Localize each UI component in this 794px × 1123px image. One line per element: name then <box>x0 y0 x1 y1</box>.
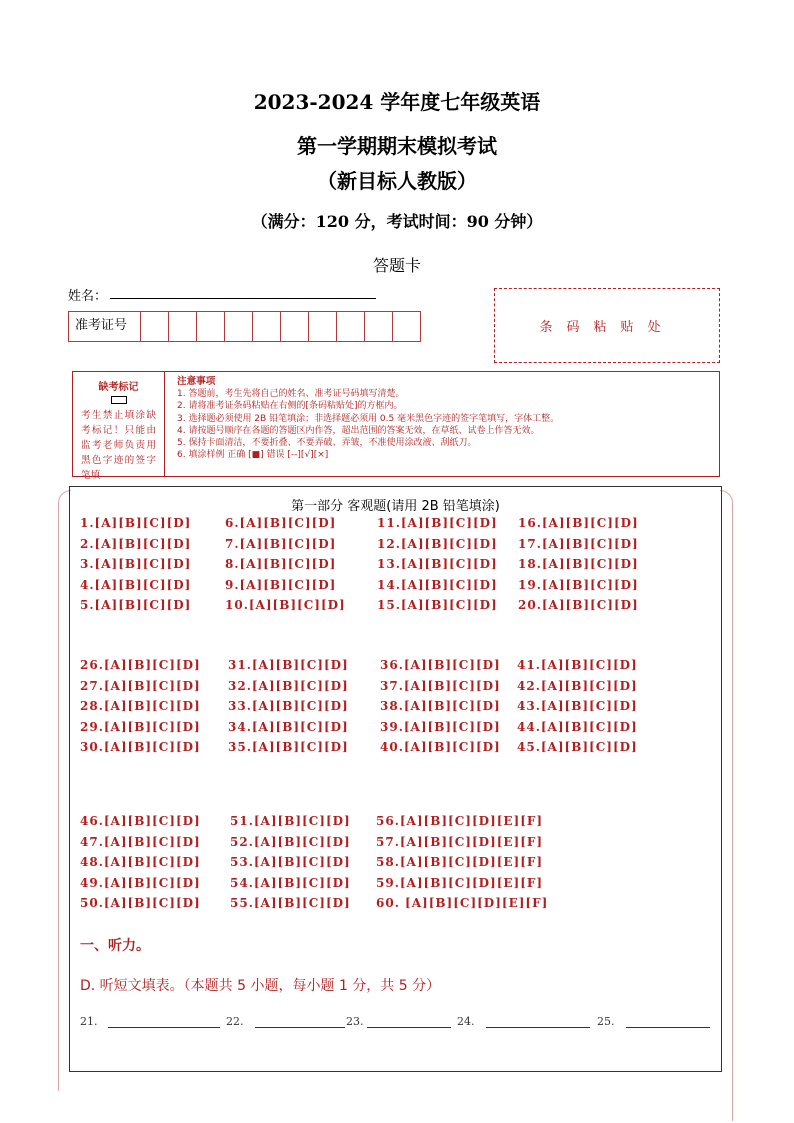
answer-option-row[interactable]: 39.[A][B][C][D] <box>380 719 501 734</box>
title-line-1: 2023-2024 学年度七年级英语 <box>253 90 541 114</box>
answer-option-row[interactable]: 32.[A][B][C][D] <box>228 678 349 693</box>
notice-title: 注意事项 <box>177 376 216 387</box>
answer-option-row[interactable]: 47.[A][B][C][D] <box>80 834 201 849</box>
blank-24-field[interactable] <box>486 1027 590 1028</box>
blank-label-21: 21. <box>80 1015 98 1028</box>
listening-subheading: D. 听短文填表。（本题共 5 小题，每小题 1 分，共 5 分） <box>80 978 441 994</box>
answer-option-row[interactable]: 55.[A][B][C][D] <box>230 896 351 911</box>
exam-number-cell[interactable] <box>365 312 393 341</box>
notice-panel <box>72 371 720 481</box>
title-line-2: 第一学期期末模拟考试 <box>297 134 497 158</box>
answer-option-row[interactable]: 13.[A][B][C][D] <box>377 557 498 572</box>
barcode-area: 条码粘贴处 <box>494 288 720 363</box>
exam-number-box <box>68 311 421 342</box>
answer-option-row[interactable]: 17.[A][B][C][D] <box>518 536 639 551</box>
answer-option-row[interactable]: 35.[A][B][C][D] <box>228 740 349 755</box>
score-info: （满分：120 分，考试时间：90 分钟） <box>251 212 543 231</box>
notice-item: 1. 答题前，考生先将自己的姓名、准考证号码填写清楚。 <box>177 389 405 400</box>
answer-option-row[interactable]: 27.[A][B][C][D] <box>80 678 201 693</box>
answer-option-row[interactable]: 48.[A][B][C][D] <box>80 855 201 870</box>
answer-option-row[interactable]: 1.[A][B][C][D] <box>80 516 192 530</box>
answer-option-row[interactable]: 29.[A][B][C][D] <box>80 719 201 734</box>
absent-mark-panel <box>73 372 165 481</box>
answer-option-row[interactable]: 10.[A][B][C][D] <box>225 598 346 613</box>
listening-heading: 一、听力。 <box>80 938 150 954</box>
answer-option-row[interactable]: 4.[A][B][C][D] <box>80 577 192 592</box>
answer-option-row[interactable]: 15.[A][B][C][D] <box>377 598 498 613</box>
answer-option-row[interactable]: 12.[A][B][C][D] <box>377 536 498 551</box>
answer-option-row[interactable]: 16.[A][B][C][D] <box>518 516 639 530</box>
answer-option-row[interactable]: 51.[A][B][C][D] <box>230 814 351 828</box>
answer-option-row[interactable]: 11.[A][B][C][D] <box>377 516 498 530</box>
answer-option-row[interactable]: 28.[A][B][C][D] <box>80 699 201 714</box>
answer-option-row[interactable]: 52.[A][B][C][D] <box>230 834 351 849</box>
name-label: 姓名： <box>68 289 108 304</box>
exam-number-cell[interactable] <box>169 312 197 341</box>
title-line-3: （新目标人教版） <box>317 169 477 193</box>
blank-label-22: 22. <box>226 1015 244 1028</box>
notice-item: 6. 填涂样例 正确 [■] 错误 [--][√][×] <box>177 450 329 461</box>
notice-item: 2. 请将准考证条码粘贴在右侧的[条码粘贴处]的方框内。 <box>177 401 403 412</box>
answer-option-row[interactable]: 5.[A][B][C][D] <box>80 598 192 613</box>
answer-option-row[interactable]: 37.[A][B][C][D] <box>380 678 501 693</box>
answer-option-row[interactable]: 43.[A][B][C][D] <box>517 699 638 714</box>
notice-item: 5. 保持卡面清洁，不要折叠、不要弄破、弄皱，不准使用涂改液、刮纸刀。 <box>177 438 477 449</box>
blank-23-field[interactable] <box>367 1027 451 1028</box>
answer-option-row[interactable]: 33.[A][B][C][D] <box>228 699 349 714</box>
absent-mark-text: 考生禁止填涂缺考标记！只能由监考老师负责用黑色字迹的签字笔填 <box>81 410 156 481</box>
exam-number-label: 准考证号 <box>69 312 141 341</box>
blank-21-field[interactable] <box>108 1027 220 1028</box>
exam-number-cell[interactable] <box>281 312 309 341</box>
blank-22-field[interactable] <box>255 1027 345 1028</box>
notice-item: 4. 请按题号顺序在各题的答题区内作答，超出范围的答案无效，在草纸、试卷上作答无效。 <box>177 425 540 436</box>
blank-label-23: 23. <box>346 1015 364 1028</box>
blank-label-24: 24. <box>457 1015 475 1028</box>
answer-option-row[interactable]: 14.[A][B][C][D] <box>377 577 498 592</box>
blank-25-field[interactable] <box>626 1027 710 1028</box>
answer-option-row[interactable]: 31.[A][B][C][D] <box>228 658 349 672</box>
part1-title: 第一部分 客观题(请用 2B 铅笔填涂) <box>291 499 500 514</box>
answer-option-row[interactable]: 34.[A][B][C][D] <box>228 719 349 734</box>
answer-option-row[interactable]: 60. [A][B][C][D][E][F] <box>376 896 549 911</box>
exam-number-cell[interactable] <box>393 312 420 341</box>
answer-option-row[interactable]: 18.[A][B][C][D] <box>518 557 639 572</box>
absent-mark-box[interactable] <box>111 396 127 404</box>
answer-option-row[interactable]: 8.[A][B][C][D] <box>225 557 337 572</box>
answer-option-row[interactable]: 57.[A][B][C][D][E][F] <box>376 834 544 849</box>
exam-number-cell[interactable] <box>337 312 365 341</box>
answer-area <box>69 486 722 1072</box>
answer-option-row[interactable]: 50.[A][B][C][D] <box>80 896 201 911</box>
answer-option-row[interactable]: 42.[A][B][C][D] <box>517 678 638 693</box>
answer-option-row[interactable]: 56.[A][B][C][D][E][F] <box>376 814 544 828</box>
answer-option-row[interactable]: 46.[A][B][C][D] <box>80 814 201 828</box>
answer-option-row[interactable]: 9.[A][B][C][D] <box>225 577 337 592</box>
exam-number-cell[interactable] <box>309 312 337 341</box>
blank-label-25: 25. <box>597 1015 615 1028</box>
answer-option-row[interactable]: 26.[A][B][C][D] <box>80 658 201 672</box>
answer-option-row[interactable]: 58.[A][B][C][D][E][F] <box>376 855 544 870</box>
answer-option-row[interactable]: 36.[A][B][C][D] <box>380 658 501 672</box>
answer-option-row[interactable]: 40.[A][B][C][D] <box>380 740 501 755</box>
answer-option-row[interactable]: 54.[A][B][C][D] <box>230 875 351 890</box>
notice-item: 3. 选择题必须使用 2B 铅笔填涂；非选择题必须用 0.5 毫米黑色字迹的签字笔填写，字体工整。 <box>177 413 560 424</box>
answer-option-row[interactable]: 41.[A][B][C][D] <box>517 658 638 672</box>
answer-option-row[interactable]: 7.[A][B][C][D] <box>225 536 337 551</box>
answer-option-row[interactable]: 38.[A][B][C][D] <box>380 699 501 714</box>
answer-option-row[interactable]: 2.[A][B][C][D] <box>80 536 192 551</box>
name-field[interactable] <box>110 298 376 299</box>
answer-option-row[interactable]: 45.[A][B][C][D] <box>517 740 638 755</box>
answer-option-row[interactable]: 19.[A][B][C][D] <box>518 577 639 592</box>
absent-mark-title: 缺考标记 <box>98 382 139 393</box>
answer-option-row[interactable]: 49.[A][B][C][D] <box>80 875 201 890</box>
exam-number-cell[interactable] <box>197 312 225 341</box>
answer-option-row[interactable]: 59.[A][B][C][D][E][F] <box>376 875 544 890</box>
answer-option-row[interactable]: 44.[A][B][C][D] <box>517 719 638 734</box>
answer-option-row[interactable]: 53.[A][B][C][D] <box>230 855 351 870</box>
answer-option-row[interactable]: 20.[A][B][C][D] <box>518 598 639 613</box>
answer-option-row[interactable]: 6.[A][B][C][D] <box>225 516 337 530</box>
answer-option-row[interactable]: 30.[A][B][C][D] <box>80 740 201 755</box>
exam-number-cell[interactable] <box>141 312 169 341</box>
exam-number-cell[interactable] <box>253 312 281 341</box>
answer-option-row[interactable]: 3.[A][B][C][D] <box>80 557 192 572</box>
card-title: 答题卡 <box>372 256 421 275</box>
notice-rules <box>177 376 559 461</box>
exam-number-cell[interactable] <box>225 312 253 341</box>
